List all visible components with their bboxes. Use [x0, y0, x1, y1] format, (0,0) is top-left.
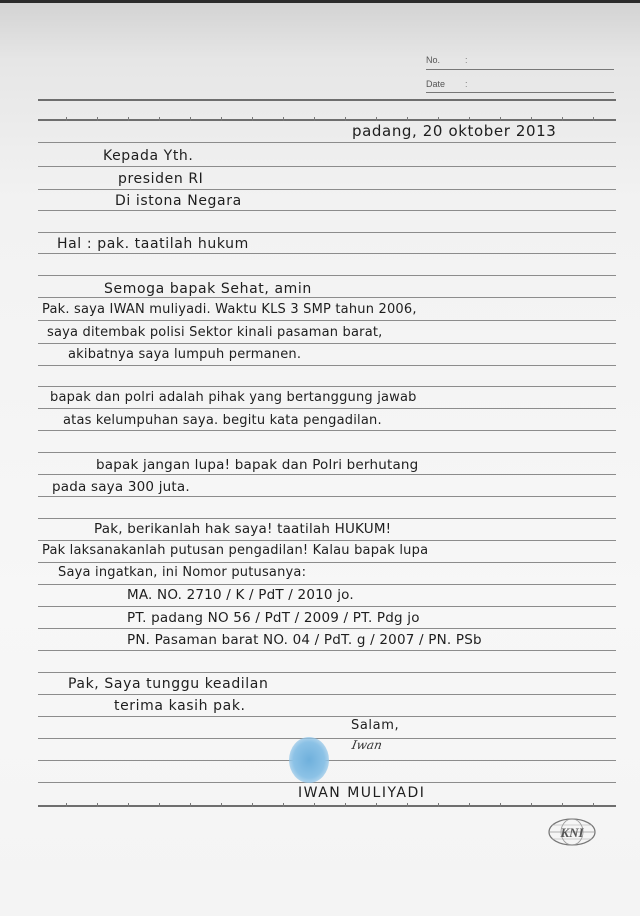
paragraph4-line2: Pak laksanakanlah putusan pengadilan! Kalau bapak lupa	[42, 543, 429, 558]
ruled-line	[38, 430, 616, 431]
case-number-ma: MA. NO. 2710 / K / PdT / 2010 jo.	[127, 587, 354, 603]
place-date: padang, 20 oktober 2013	[352, 122, 557, 140]
paragraph2-line2: atas kelumpuhan saya. begitu kata pengadilan.	[63, 413, 382, 428]
ruled-line	[38, 210, 616, 211]
paragraph1-line2: saya ditembak polisi Sektor kinali pasaman barat,	[47, 325, 383, 340]
no-label: No.	[426, 55, 441, 65]
ruled-line	[38, 606, 616, 607]
recipient-line-3: Di istona Negara	[115, 193, 242, 209]
ruled-line	[38, 694, 616, 695]
ruled-line	[38, 782, 616, 783]
recipient-line-1: Kepada Yth.	[103, 148, 194, 164]
signature: Iwan	[350, 738, 384, 752]
ruled-line	[38, 452, 616, 453]
ruled-line	[38, 562, 616, 563]
closing-line-1: Pak, Saya tunggu keadilan	[68, 676, 269, 692]
ruled-line-ticked	[38, 119, 616, 121]
ruled-line	[38, 716, 616, 717]
fingerprint-stamp	[289, 737, 329, 783]
ruled-line	[38, 142, 616, 143]
no-colon: :	[465, 55, 468, 65]
date-label: Date	[426, 79, 446, 89]
signatory-name: IWAN MULIYADI	[298, 785, 426, 801]
ruled-line	[38, 99, 616, 101]
ruled-line	[38, 189, 616, 190]
ruled-line	[38, 365, 616, 366]
case-number-pt: PT. padang NO 56 / PdT / 2009 / PT. Pdg jo	[127, 610, 420, 626]
ruled-line-ticked	[38, 805, 616, 807]
paragraph3-line1: bapak jangan lupa! bapak dan Polri berhutang	[96, 457, 419, 473]
ruled-line	[38, 518, 616, 519]
ruled-line	[38, 320, 616, 321]
case-number-pn: PN. Pasaman barat NO. 04 / PdT. g / 2007 / PN. PSb	[127, 632, 482, 648]
paragraph3-line2: pada saya 300 juta.	[52, 479, 190, 495]
closing-line-2: terima kasih pak.	[114, 698, 246, 714]
svg-text:KNI: KNI	[560, 825, 584, 840]
paragraph1-line1: Pak. saya IWAN muliyadi. Waktu KLS 3 SMP tahun 2006,	[42, 302, 417, 317]
ruled-line	[38, 496, 616, 497]
ruled-line	[38, 650, 616, 651]
no-field-line	[426, 69, 614, 70]
paragraph2-line1: bapak dan polri adalah pihak yang bertanggung jawab	[50, 390, 417, 405]
recipient-line-2: presiden RI	[118, 171, 204, 187]
subject-line: Hal : pak. taatilah hukum	[57, 236, 249, 252]
ruled-line	[38, 232, 616, 233]
kni-globe-logo-icon	[547, 817, 597, 847]
ruled-line	[38, 253, 616, 254]
date-field-line	[426, 92, 614, 93]
ruled-line	[38, 474, 616, 475]
ruled-line	[38, 297, 616, 298]
date-colon: :	[465, 79, 468, 89]
ruled-line	[38, 386, 616, 387]
paragraph1-line3: akibatnya saya lumpuh permanen.	[68, 347, 302, 362]
paragraph4-line3: Saya ingatkan, ini Nomor putusanya:	[58, 565, 307, 580]
salutation: Salam,	[351, 718, 400, 733]
greeting: Semoga bapak Sehat, amin	[104, 281, 312, 297]
ruled-line	[38, 408, 616, 409]
ruled-line	[38, 672, 616, 673]
ruled-line	[38, 584, 616, 585]
ruled-line	[38, 738, 616, 739]
ruled-line	[38, 343, 616, 344]
ruled-line	[38, 166, 616, 167]
ruled-line	[38, 628, 616, 629]
ruled-line	[38, 540, 616, 541]
ruled-line	[38, 275, 616, 276]
paragraph4-line1: Pak, berikanlah hak saya! taatilah HUKUM!	[94, 521, 392, 537]
